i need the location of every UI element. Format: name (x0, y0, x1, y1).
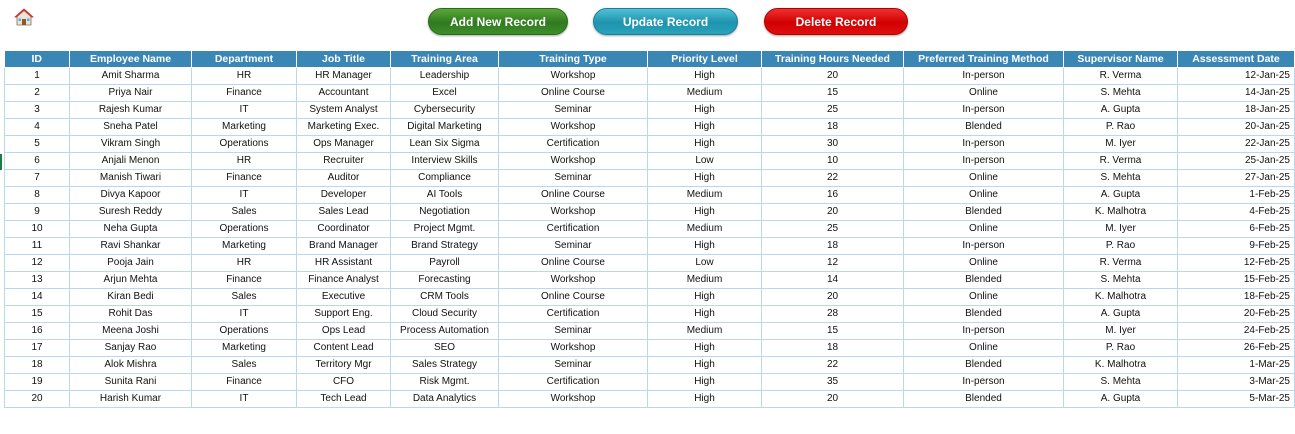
job-title-cell[interactable]: Recruiter (297, 153, 391, 170)
table-row[interactable] (5, 323, 1295, 340)
training-hours-cell[interactable]: 15 (762, 323, 904, 340)
training-hours-cell[interactable]: 25 (762, 221, 904, 238)
home-icon[interactable] (14, 8, 34, 26)
supervisor-name-cell[interactable]: A. Gupta (1064, 187, 1178, 204)
update-record-button[interactable]: Update Record (593, 8, 738, 35)
assessment-date-cell[interactable]: 25-Jan-25 (1178, 153, 1295, 170)
priority-level-cell[interactable]: Medium (648, 323, 762, 340)
department-cell[interactable]: Sales (192, 289, 297, 306)
assessment-date-cell[interactable]: 27-Jan-25 (1178, 170, 1295, 187)
job-title-cell[interactable]: Ops Lead (297, 323, 391, 340)
employee-name-cell[interactable]: Manish Tiwari (70, 170, 192, 187)
table-row[interactable] (5, 289, 1295, 306)
training-hours-cell[interactable]: 25 (762, 102, 904, 119)
training-method-cell[interactable]: In-person (904, 68, 1064, 85)
training-area-cell[interactable]: Negotiation (391, 204, 499, 221)
training-method-cell[interactable]: In-person (904, 374, 1064, 391)
training-type-cell[interactable]: Workshop (499, 153, 648, 170)
assessment-date-cell[interactable]: 24-Feb-25 (1178, 323, 1295, 340)
priority-level-cell[interactable]: High (648, 204, 762, 221)
training-method-cell[interactable]: In-person (904, 136, 1064, 153)
priority-level-cell[interactable]: High (648, 170, 762, 187)
supervisor-name-cell[interactable]: K. Malhotra (1064, 357, 1178, 374)
table-row[interactable] (5, 102, 1295, 119)
table-row[interactable] (5, 272, 1295, 289)
employee-name-cell[interactable]: Arjun Mehta (70, 272, 192, 289)
training-area-cell[interactable]: Project Mgmt. (391, 221, 499, 238)
training-area-cell[interactable]: Data Analytics (391, 391, 499, 408)
priority-level-cell[interactable]: Low (648, 255, 762, 272)
department-cell[interactable]: Finance (192, 85, 297, 102)
job-title-cell[interactable]: Auditor (297, 170, 391, 187)
column-header-training-method[interactable]: Preferred Training Method (904, 51, 1064, 68)
column-header-training-area[interactable]: Training Area (391, 51, 499, 68)
column-header-training-hours[interactable]: Training Hours Needed (762, 51, 904, 68)
training-hours-cell[interactable]: 22 (762, 170, 904, 187)
training-hours-cell[interactable]: 15 (762, 85, 904, 102)
job-title-cell[interactable]: Brand Manager (297, 238, 391, 255)
employee-name-cell[interactable]: Meena Joshi (70, 323, 192, 340)
training-hours-cell[interactable]: 18 (762, 119, 904, 136)
employee-name-cell[interactable]: Sneha Patel (70, 119, 192, 136)
priority-level-cell[interactable]: High (648, 374, 762, 391)
id-cell[interactable]: 3 (5, 102, 70, 119)
active-row-marker (0, 154, 2, 170)
training-hours-cell[interactable]: 20 (762, 391, 904, 408)
employee-name-cell[interactable]: Alok Mishra (70, 357, 192, 374)
employee-name-cell[interactable]: Anjali Menon (70, 153, 192, 170)
table-row[interactable] (5, 153, 1295, 170)
department-cell[interactable]: Operations (192, 221, 297, 238)
department-cell[interactable]: Marketing (192, 119, 297, 136)
assessment-date-cell[interactable]: 18-Jan-25 (1178, 102, 1295, 119)
assessment-date-cell[interactable]: 20-Feb-25 (1178, 306, 1295, 323)
department-cell[interactable]: IT (192, 102, 297, 119)
assessment-date-cell[interactable]: 12-Jan-25 (1178, 68, 1295, 85)
training-method-cell[interactable]: Blended (904, 204, 1064, 221)
training-type-cell[interactable]: Certification (499, 136, 648, 153)
employee-name-cell[interactable]: Harish Kumar (70, 391, 192, 408)
department-cell[interactable]: IT (192, 306, 297, 323)
priority-level-cell[interactable]: Medium (648, 221, 762, 238)
training-method-cell[interactable]: Blended (904, 357, 1064, 374)
id-cell[interactable]: 14 (5, 289, 70, 306)
job-title-cell[interactable]: Content Lead (297, 340, 391, 357)
training-type-cell[interactable]: Online Course (499, 289, 648, 306)
training-method-cell[interactable]: In-person (904, 238, 1064, 255)
department-cell[interactable]: IT (192, 187, 297, 204)
training-hours-cell[interactable]: 22 (762, 357, 904, 374)
job-title-cell[interactable]: System Analyst (297, 102, 391, 119)
employee-name-cell[interactable]: Sunita Rani (70, 374, 192, 391)
training-method-cell[interactable]: Online (904, 289, 1064, 306)
department-cell[interactable]: Sales (192, 204, 297, 221)
training-area-cell[interactable]: Cybersecurity (391, 102, 499, 119)
training-area-cell[interactable]: Brand Strategy (391, 238, 499, 255)
job-title-cell[interactable]: Coordinator (297, 221, 391, 238)
job-title-cell[interactable]: Finance Analyst (297, 272, 391, 289)
employee-name-cell[interactable]: Rohit Das (70, 306, 192, 323)
priority-level-cell[interactable]: Low (648, 153, 762, 170)
department-cell[interactable]: Finance (192, 272, 297, 289)
training-hours-cell[interactable]: 16 (762, 187, 904, 204)
training-method-cell[interactable]: Online (904, 85, 1064, 102)
supervisor-name-cell[interactable]: A. Gupta (1064, 102, 1178, 119)
training-hours-cell[interactable]: 18 (762, 340, 904, 357)
training-type-cell[interactable]: Certification (499, 306, 648, 323)
supervisor-name-cell[interactable]: P. Rao (1064, 340, 1178, 357)
table-row[interactable] (5, 119, 1295, 136)
id-cell[interactable]: 1 (5, 68, 70, 85)
employee-name-cell[interactable]: Neha Gupta (70, 221, 192, 238)
assessment-date-cell[interactable]: 26-Feb-25 (1178, 340, 1295, 357)
assessment-date-cell[interactable]: 1-Feb-25 (1178, 187, 1295, 204)
employee-name-cell[interactable]: Suresh Reddy (70, 204, 192, 221)
table-row[interactable] (5, 357, 1295, 374)
assessment-date-cell[interactable]: 3-Mar-25 (1178, 374, 1295, 391)
training-type-cell[interactable]: Online Course (499, 187, 648, 204)
training-method-cell[interactable]: Online (904, 170, 1064, 187)
training-method-cell[interactable]: Blended (904, 306, 1064, 323)
training-hours-cell[interactable]: 20 (762, 289, 904, 306)
assessment-date-cell[interactable]: 18-Feb-25 (1178, 289, 1295, 306)
id-cell[interactable]: 12 (5, 255, 70, 272)
training-area-cell[interactable]: Sales Strategy (391, 357, 499, 374)
priority-level-cell[interactable]: Medium (648, 85, 762, 102)
id-cell[interactable]: 7 (5, 170, 70, 187)
employee-name-cell[interactable]: Kiran Bedi (70, 289, 192, 306)
training-area-cell[interactable]: Forecasting (391, 272, 499, 289)
employee-name-cell[interactable]: Vikram Singh (70, 136, 192, 153)
id-cell[interactable]: 8 (5, 187, 70, 204)
column-header-employee-name[interactable]: Employee Name (70, 51, 192, 68)
training-hours-cell[interactable]: 20 (762, 68, 904, 85)
priority-level-cell[interactable]: High (648, 102, 762, 119)
table-row[interactable] (5, 85, 1295, 102)
department-cell[interactable]: Operations (192, 136, 297, 153)
supervisor-name-cell[interactable]: M. Iyer (1064, 323, 1178, 340)
training-method-cell[interactable]: Online (904, 340, 1064, 357)
table-row[interactable] (5, 238, 1295, 255)
priority-level-cell[interactable]: High (648, 340, 762, 357)
training-area-cell[interactable]: Leadership (391, 68, 499, 85)
training-method-cell[interactable]: In-person (904, 102, 1064, 119)
supervisor-name-cell[interactable]: A. Gupta (1064, 306, 1178, 323)
priority-level-cell[interactable]: Medium (648, 187, 762, 204)
add-new-record-button[interactable]: Add New Record (428, 8, 568, 35)
column-header-supervisor-name[interactable]: Supervisor Name (1064, 51, 1178, 68)
department-cell[interactable]: HR (192, 153, 297, 170)
supervisor-name-cell[interactable]: M. Iyer (1064, 136, 1178, 153)
job-title-cell[interactable]: Marketing Exec. (297, 119, 391, 136)
training-hours-cell[interactable]: 20 (762, 204, 904, 221)
column-header-training-type[interactable]: Training Type (499, 51, 648, 68)
training-method-cell[interactable]: In-person (904, 323, 1064, 340)
column-header-assessment-date[interactable]: Assessment Date (1178, 51, 1295, 68)
employee-name-cell[interactable]: Amit Sharma (70, 68, 192, 85)
job-title-cell[interactable]: Executive (297, 289, 391, 306)
employee-name-cell[interactable]: Priya Nair (70, 85, 192, 102)
supervisor-name-cell[interactable]: R. Verma (1064, 255, 1178, 272)
training-type-cell[interactable]: Seminar (499, 323, 648, 340)
training-hours-cell[interactable]: 18 (762, 238, 904, 255)
assessment-date-cell[interactable]: 14-Jan-25 (1178, 85, 1295, 102)
table-header-row (5, 51, 1295, 68)
training-type-cell[interactable]: Online Course (499, 85, 648, 102)
table-row[interactable] (5, 68, 1295, 85)
training-area-cell[interactable]: Lean Six Sigma (391, 136, 499, 153)
priority-level-cell[interactable]: High (648, 289, 762, 306)
column-header-priority-level[interactable]: Priority Level (648, 51, 762, 68)
priority-level-cell[interactable]: High (648, 136, 762, 153)
assessment-date-cell[interactable]: 1-Mar-25 (1178, 357, 1295, 374)
priority-level-cell[interactable]: High (648, 357, 762, 374)
training-area-cell[interactable]: Cloud Security (391, 306, 499, 323)
table-row[interactable] (5, 221, 1295, 238)
job-title-cell[interactable]: Sales Lead (297, 204, 391, 221)
assessment-date-cell[interactable]: 4-Feb-25 (1178, 204, 1295, 221)
job-title-cell[interactable]: Developer (297, 187, 391, 204)
training-needs-table (4, 51, 1295, 408)
table-row[interactable] (5, 391, 1295, 408)
id-cell[interactable]: 10 (5, 221, 70, 238)
training-area-cell[interactable]: Process Automation (391, 323, 499, 340)
priority-level-cell[interactable]: High (648, 68, 762, 85)
employee-name-cell[interactable]: Divya Kapoor (70, 187, 192, 204)
training-area-cell[interactable]: SEO (391, 340, 499, 357)
table-row[interactable] (5, 204, 1295, 221)
supervisor-name-cell[interactable]: R. Verma (1064, 153, 1178, 170)
id-cell[interactable]: 9 (5, 204, 70, 221)
department-cell[interactable]: Finance (192, 374, 297, 391)
job-title-cell[interactable]: Tech Lead (297, 391, 391, 408)
department-cell[interactable]: IT (192, 391, 297, 408)
job-title-cell[interactable]: Accountant (297, 85, 391, 102)
assessment-date-cell[interactable]: 12-Feb-25 (1178, 255, 1295, 272)
job-title-cell[interactable]: Support Eng. (297, 306, 391, 323)
data-table-container (4, 51, 1290, 408)
training-area-cell[interactable]: CRM Tools (391, 289, 499, 306)
supervisor-name-cell[interactable]: S. Mehta (1064, 374, 1178, 391)
supervisor-name-cell[interactable]: S. Mehta (1064, 272, 1178, 289)
training-type-cell[interactable]: Seminar (499, 357, 648, 374)
column-header-department[interactable]: Department (192, 51, 297, 68)
id-cell[interactable]: 6 (5, 153, 70, 170)
department-cell[interactable]: Marketing (192, 238, 297, 255)
training-type-cell[interactable]: Workshop (499, 119, 648, 136)
supervisor-name-cell[interactable]: S. Mehta (1064, 85, 1178, 102)
priority-level-cell[interactable]: High (648, 306, 762, 323)
supervisor-name-cell[interactable]: K. Malhotra (1064, 204, 1178, 221)
table-row[interactable] (5, 306, 1295, 323)
employee-name-cell[interactable]: Pooja Jain (70, 255, 192, 272)
assessment-date-cell[interactable]: 20-Jan-25 (1178, 119, 1295, 136)
training-area-cell[interactable]: Risk Mgmt. (391, 374, 499, 391)
job-title-cell[interactable]: HR Assistant (297, 255, 391, 272)
training-area-cell[interactable]: Digital Marketing (391, 119, 499, 136)
supervisor-name-cell[interactable]: K. Malhotra (1064, 289, 1178, 306)
assessment-date-cell[interactable]: 6-Feb-25 (1178, 221, 1295, 238)
priority-level-cell[interactable]: High (648, 238, 762, 255)
table-row[interactable] (5, 136, 1295, 153)
department-cell[interactable]: Marketing (192, 340, 297, 357)
job-title-cell[interactable]: HR Manager (297, 68, 391, 85)
department-cell[interactable]: Finance (192, 170, 297, 187)
id-cell[interactable]: 5 (5, 136, 70, 153)
training-method-cell[interactable]: In-person (904, 153, 1064, 170)
id-cell[interactable]: 4 (5, 119, 70, 136)
table-body (5, 68, 1295, 408)
training-method-cell[interactable]: Online (904, 221, 1064, 238)
supervisor-name-cell[interactable]: A. Gupta (1064, 391, 1178, 408)
id-cell[interactable]: 13 (5, 272, 70, 289)
table-row[interactable] (5, 340, 1295, 357)
id-cell[interactable]: 20 (5, 391, 70, 408)
employee-name-cell[interactable]: Ravi Shankar (70, 238, 192, 255)
id-cell[interactable]: 15 (5, 306, 70, 323)
department-cell[interactable]: HR (192, 255, 297, 272)
training-method-cell[interactable]: Blended (904, 391, 1064, 408)
id-cell[interactable]: 16 (5, 323, 70, 340)
job-title-cell[interactable]: Ops Manager (297, 136, 391, 153)
training-method-cell[interactable]: Online (904, 187, 1064, 204)
employee-name-cell[interactable]: Sanjay Rao (70, 340, 192, 357)
id-cell[interactable]: 19 (5, 374, 70, 391)
training-type-cell[interactable]: Seminar (499, 102, 648, 119)
training-method-cell[interactable]: Online (904, 255, 1064, 272)
supervisor-name-cell[interactable]: M. Iyer (1064, 221, 1178, 238)
training-type-cell[interactable]: Certification (499, 374, 648, 391)
department-cell[interactable]: Sales (192, 357, 297, 374)
id-cell[interactable]: 18 (5, 357, 70, 374)
training-type-cell[interactable]: Seminar (499, 170, 648, 187)
training-hours-cell[interactable]: 10 (762, 153, 904, 170)
training-area-cell[interactable]: Excel (391, 85, 499, 102)
column-header-job-title[interactable]: Job Title (297, 51, 391, 68)
assessment-date-cell[interactable]: 15-Feb-25 (1178, 272, 1295, 289)
training-method-cell[interactable]: Blended (904, 272, 1064, 289)
employee-name-cell[interactable]: Rajesh Kumar (70, 102, 192, 119)
training-area-cell[interactable]: Interview Skills (391, 153, 499, 170)
id-cell[interactable]: 17 (5, 340, 70, 357)
job-title-cell[interactable]: Territory Mgr (297, 357, 391, 374)
table-row[interactable] (5, 170, 1295, 187)
assessment-date-cell[interactable]: 22-Jan-25 (1178, 136, 1295, 153)
supervisor-name-cell[interactable]: P. Rao (1064, 119, 1178, 136)
supervisor-name-cell[interactable]: R. Verma (1064, 68, 1178, 85)
column-header-id[interactable]: ID (5, 51, 70, 68)
training-type-cell[interactable]: Workshop (499, 340, 648, 357)
training-hours-cell[interactable]: 28 (762, 306, 904, 323)
training-type-cell[interactable]: Workshop (499, 391, 648, 408)
assessment-date-cell[interactable]: 5-Mar-25 (1178, 391, 1295, 408)
priority-level-cell[interactable]: Medium (648, 272, 762, 289)
training-hours-cell[interactable]: 30 (762, 136, 904, 153)
table-row[interactable] (5, 374, 1295, 391)
priority-level-cell[interactable]: High (648, 391, 762, 408)
supervisor-name-cell[interactable]: P. Rao (1064, 238, 1178, 255)
training-type-cell[interactable]: Workshop (499, 68, 648, 85)
training-hours-cell[interactable]: 12 (762, 255, 904, 272)
training-type-cell[interactable]: Workshop (499, 272, 648, 289)
training-area-cell[interactable]: Compliance (391, 170, 499, 187)
department-cell[interactable]: Operations (192, 323, 297, 340)
training-area-cell[interactable]: AI Tools (391, 187, 499, 204)
job-title-cell[interactable]: CFO (297, 374, 391, 391)
department-cell[interactable]: HR (192, 68, 297, 85)
table-row[interactable] (5, 187, 1295, 204)
training-hours-cell[interactable]: 35 (762, 374, 904, 391)
table-row[interactable] (5, 255, 1295, 272)
training-method-cell[interactable]: Blended (904, 119, 1064, 136)
id-cell[interactable]: 2 (5, 85, 70, 102)
training-hours-cell[interactable]: 14 (762, 272, 904, 289)
training-type-cell[interactable]: Seminar (499, 238, 648, 255)
priority-level-cell[interactable]: High (648, 119, 762, 136)
training-type-cell[interactable]: Online Course (499, 255, 648, 272)
id-cell[interactable]: 11 (5, 238, 70, 255)
delete-record-button[interactable]: Delete Record (764, 8, 908, 35)
training-type-cell[interactable]: Workshop (499, 204, 648, 221)
training-area-cell[interactable]: Payroll (391, 255, 499, 272)
training-type-cell[interactable]: Certification (499, 221, 648, 238)
supervisor-name-cell[interactable]: S. Mehta (1064, 170, 1178, 187)
assessment-date-cell[interactable]: 9-Feb-25 (1178, 238, 1295, 255)
